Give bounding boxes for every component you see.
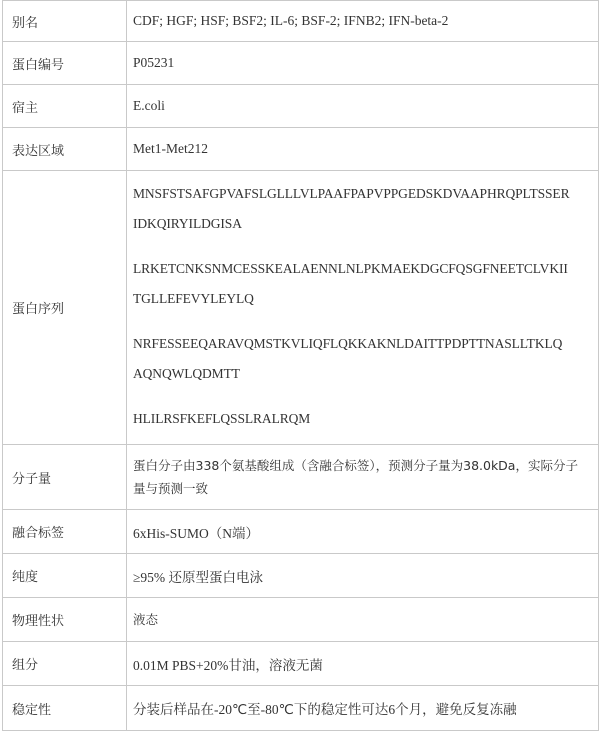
value-alias: CDF; HGF; HSF; BSF2; IL-6; BSF-2; IFNB2; IFN-beta-2 (127, 1, 599, 42)
value-tag: 6xHis-SUMO（N端） (127, 510, 599, 554)
sequence-line: TGLLEFEVYLEYLQ (133, 291, 254, 306)
label-tag: 融合标签 (3, 510, 127, 554)
row-region (3, 128, 599, 171)
label-alias: 别名 (3, 1, 127, 42)
label-host: 宿主 (3, 85, 127, 128)
value-protein-id: P05231 (127, 42, 599, 85)
sequence-line: LRKETCNKSNMCESSKEALAENNLNLPKMAEKDGCFQSGFNEETCLVKII (133, 261, 568, 276)
label-protein-id: 蛋白编号 (3, 42, 127, 85)
value-purity: ≥95% 还原型蛋白电泳 (127, 554, 599, 598)
sequence-line: NRFESSEEQARAVQMSTKVLIQFLQKKAKNLDAITTPDPTTNASLLTKLQ (133, 336, 563, 351)
sequence-line: AQNQWLQDMTT (133, 366, 240, 381)
row-sequence (3, 171, 599, 445)
row-state (3, 598, 599, 642)
label-stability: 稳定性 (3, 686, 127, 731)
label-purity: 纯度 (3, 554, 127, 598)
row-alias (3, 1, 599, 42)
row-mw (3, 445, 599, 510)
label-mw: 分子量 (3, 445, 127, 510)
value-sequence (127, 171, 599, 445)
product-spec-table (2, 0, 599, 731)
row-protein-id (3, 42, 599, 85)
sequence-line: MNSFSTSAFGPVAFSLGLLLVLPAAFPAPVPPGEDSKDVAAPHRQPLTSSER (133, 186, 570, 201)
value-mw: 蛋白分子由338个氨基酸组成（含融合标签），预测分子量为38.0kDa，实际分子量与预测一致 (127, 445, 599, 510)
value-host: E.coli (127, 85, 599, 128)
label-sequence: 蛋白序列 (3, 171, 127, 445)
value-stability: 分装后样品在-20℃至-80℃下的稳定性可达6个月，避免反复冻融 (127, 686, 599, 731)
label-composition: 组分 (3, 642, 127, 686)
row-tag (3, 510, 599, 554)
row-purity (3, 554, 599, 598)
sequence-line: IDKQIRYILDGISA (133, 216, 242, 231)
value-region: Met1-Met212 (127, 128, 599, 171)
row-host (3, 85, 599, 128)
value-state: 液态 (127, 598, 599, 642)
label-state: 物理性状 (3, 598, 127, 642)
sequence-line: HLILRSFKEFLQSSLRALRQM (133, 411, 311, 426)
label-region: 表达区域 (3, 128, 127, 171)
row-composition (3, 642, 599, 686)
row-stability (3, 686, 599, 731)
value-composition: 0.01M PBS+20%甘油，溶液无菌 (127, 642, 599, 686)
